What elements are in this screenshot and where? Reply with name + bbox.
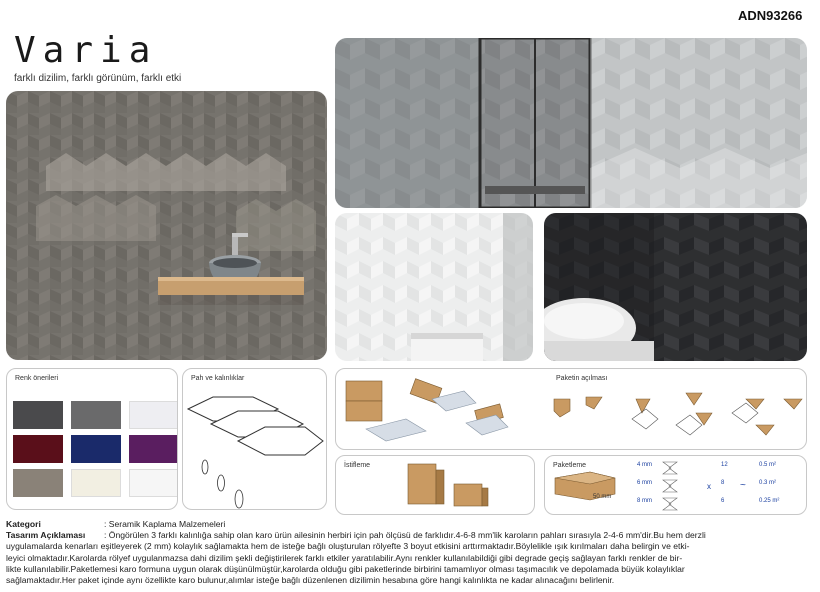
description-line-5: sağlamaktadır.Her paket içinde aynı özellikte karo bulunur,alımlar isteğe bağlı düzenlenen dizilimin hesabına göre hangi kalınlıkta ne kadar alınacağını belirlenir. — [6, 575, 615, 586]
category-value: : Seramik Kaplama Malzemeleri — [104, 519, 226, 529]
color-swatch — [71, 435, 121, 463]
description-line-4: likte kullanılabilir.Paketlemesi karo formuna uygun olarak düşünülmüştür,karolarda olduğu gibi paketlerinde birbirini tamamlıyor olması taşımacılık ve depolamada büyük kolaylıklar — [6, 563, 685, 574]
color-swatch — [129, 435, 178, 463]
description-line-1: : Öngörülen 3 farklı kalınlığa sahip olan karo ürün ailesinin herbiri için pah ölçüsü de farklıdır.4-6-8 mm'lik karoların pahları sırasıyla 2-4-6 mm'dir.Bu hem derzli — [104, 530, 706, 541]
packaging-title: Paketleme — [553, 462, 587, 469]
stacking-title: İstifleme — [344, 462, 371, 469]
color-suggestions-panel — [6, 368, 178, 510]
chamfer-diagram — [183, 369, 327, 510]
main-bathroom-render — [6, 91, 327, 360]
description-block — [6, 519, 814, 586]
description-line-2: uygulamalarda kenarları eşitleyerek (2 mm) kolaylık sağlamakta hem de isteğe bağlı oluşturulan rölyefte 3 boyut etkisini arttırmaktadır.Böylelikle ışık kırılmaları daha belirgin ve etki- — [6, 541, 690, 552]
unpacking-title: Paketin açılması — [556, 375, 608, 382]
brand-title: Varia — [14, 30, 158, 71]
unpacking-diagram — [336, 369, 807, 450]
description-label: Tasarım Açıklaması — [6, 530, 86, 541]
pack-thickness: 4 mm — [637, 462, 652, 468]
pack-count: 12 — [721, 462, 728, 468]
pack-area: 0.25 m² — [759, 498, 780, 504]
color-swatch — [129, 401, 178, 429]
color-swatch — [71, 401, 121, 429]
pack-thickness: 8 mm — [637, 498, 652, 504]
unpacking-panel — [335, 368, 807, 450]
tagline: farklı dizilim, farklı görünüm, farklı etki — [14, 73, 182, 84]
shower-render — [335, 38, 807, 208]
dark-tile-render — [544, 213, 807, 361]
thickness-title: Pah ve kalınlıklar — [191, 375, 245, 382]
approx-sign: ~ — [740, 480, 746, 491]
color-suggestions-title: Renk önerileri — [15, 375, 59, 382]
product-code: ADN93266 — [738, 8, 803, 23]
category-label: Kategori — [6, 519, 41, 529]
white-tile-render — [335, 213, 533, 361]
description-line-3: leyici olmaktadır.Karolarda rölyef uygulanmazsa dahi dizilim şekli değiştirilerek farklı etkiler yaratılabilir.Aynı renkler kullanılabildiği gibi degrade geçiş sağlayan farklı renkler de bir- — [6, 552, 683, 563]
pack-area: 0.3 m² — [759, 480, 777, 486]
stacking-panel — [335, 455, 535, 515]
packaging-panel — [544, 455, 807, 515]
pack-count: 6 — [721, 498, 725, 504]
color-swatch — [129, 469, 178, 497]
color-swatch — [71, 469, 121, 497]
pack-count: 8 — [721, 480, 725, 486]
color-swatch — [13, 435, 63, 463]
thickness-panel — [182, 368, 327, 510]
color-swatch — [13, 401, 63, 429]
color-swatch — [13, 469, 63, 497]
pack-area: 0.5 m² — [759, 462, 777, 468]
package-size-label: 50 mm — [593, 494, 612, 500]
stacking-diagram — [336, 456, 535, 515]
multiply-sign: x — [707, 482, 711, 491]
pack-thickness: 6 mm — [637, 480, 652, 486]
